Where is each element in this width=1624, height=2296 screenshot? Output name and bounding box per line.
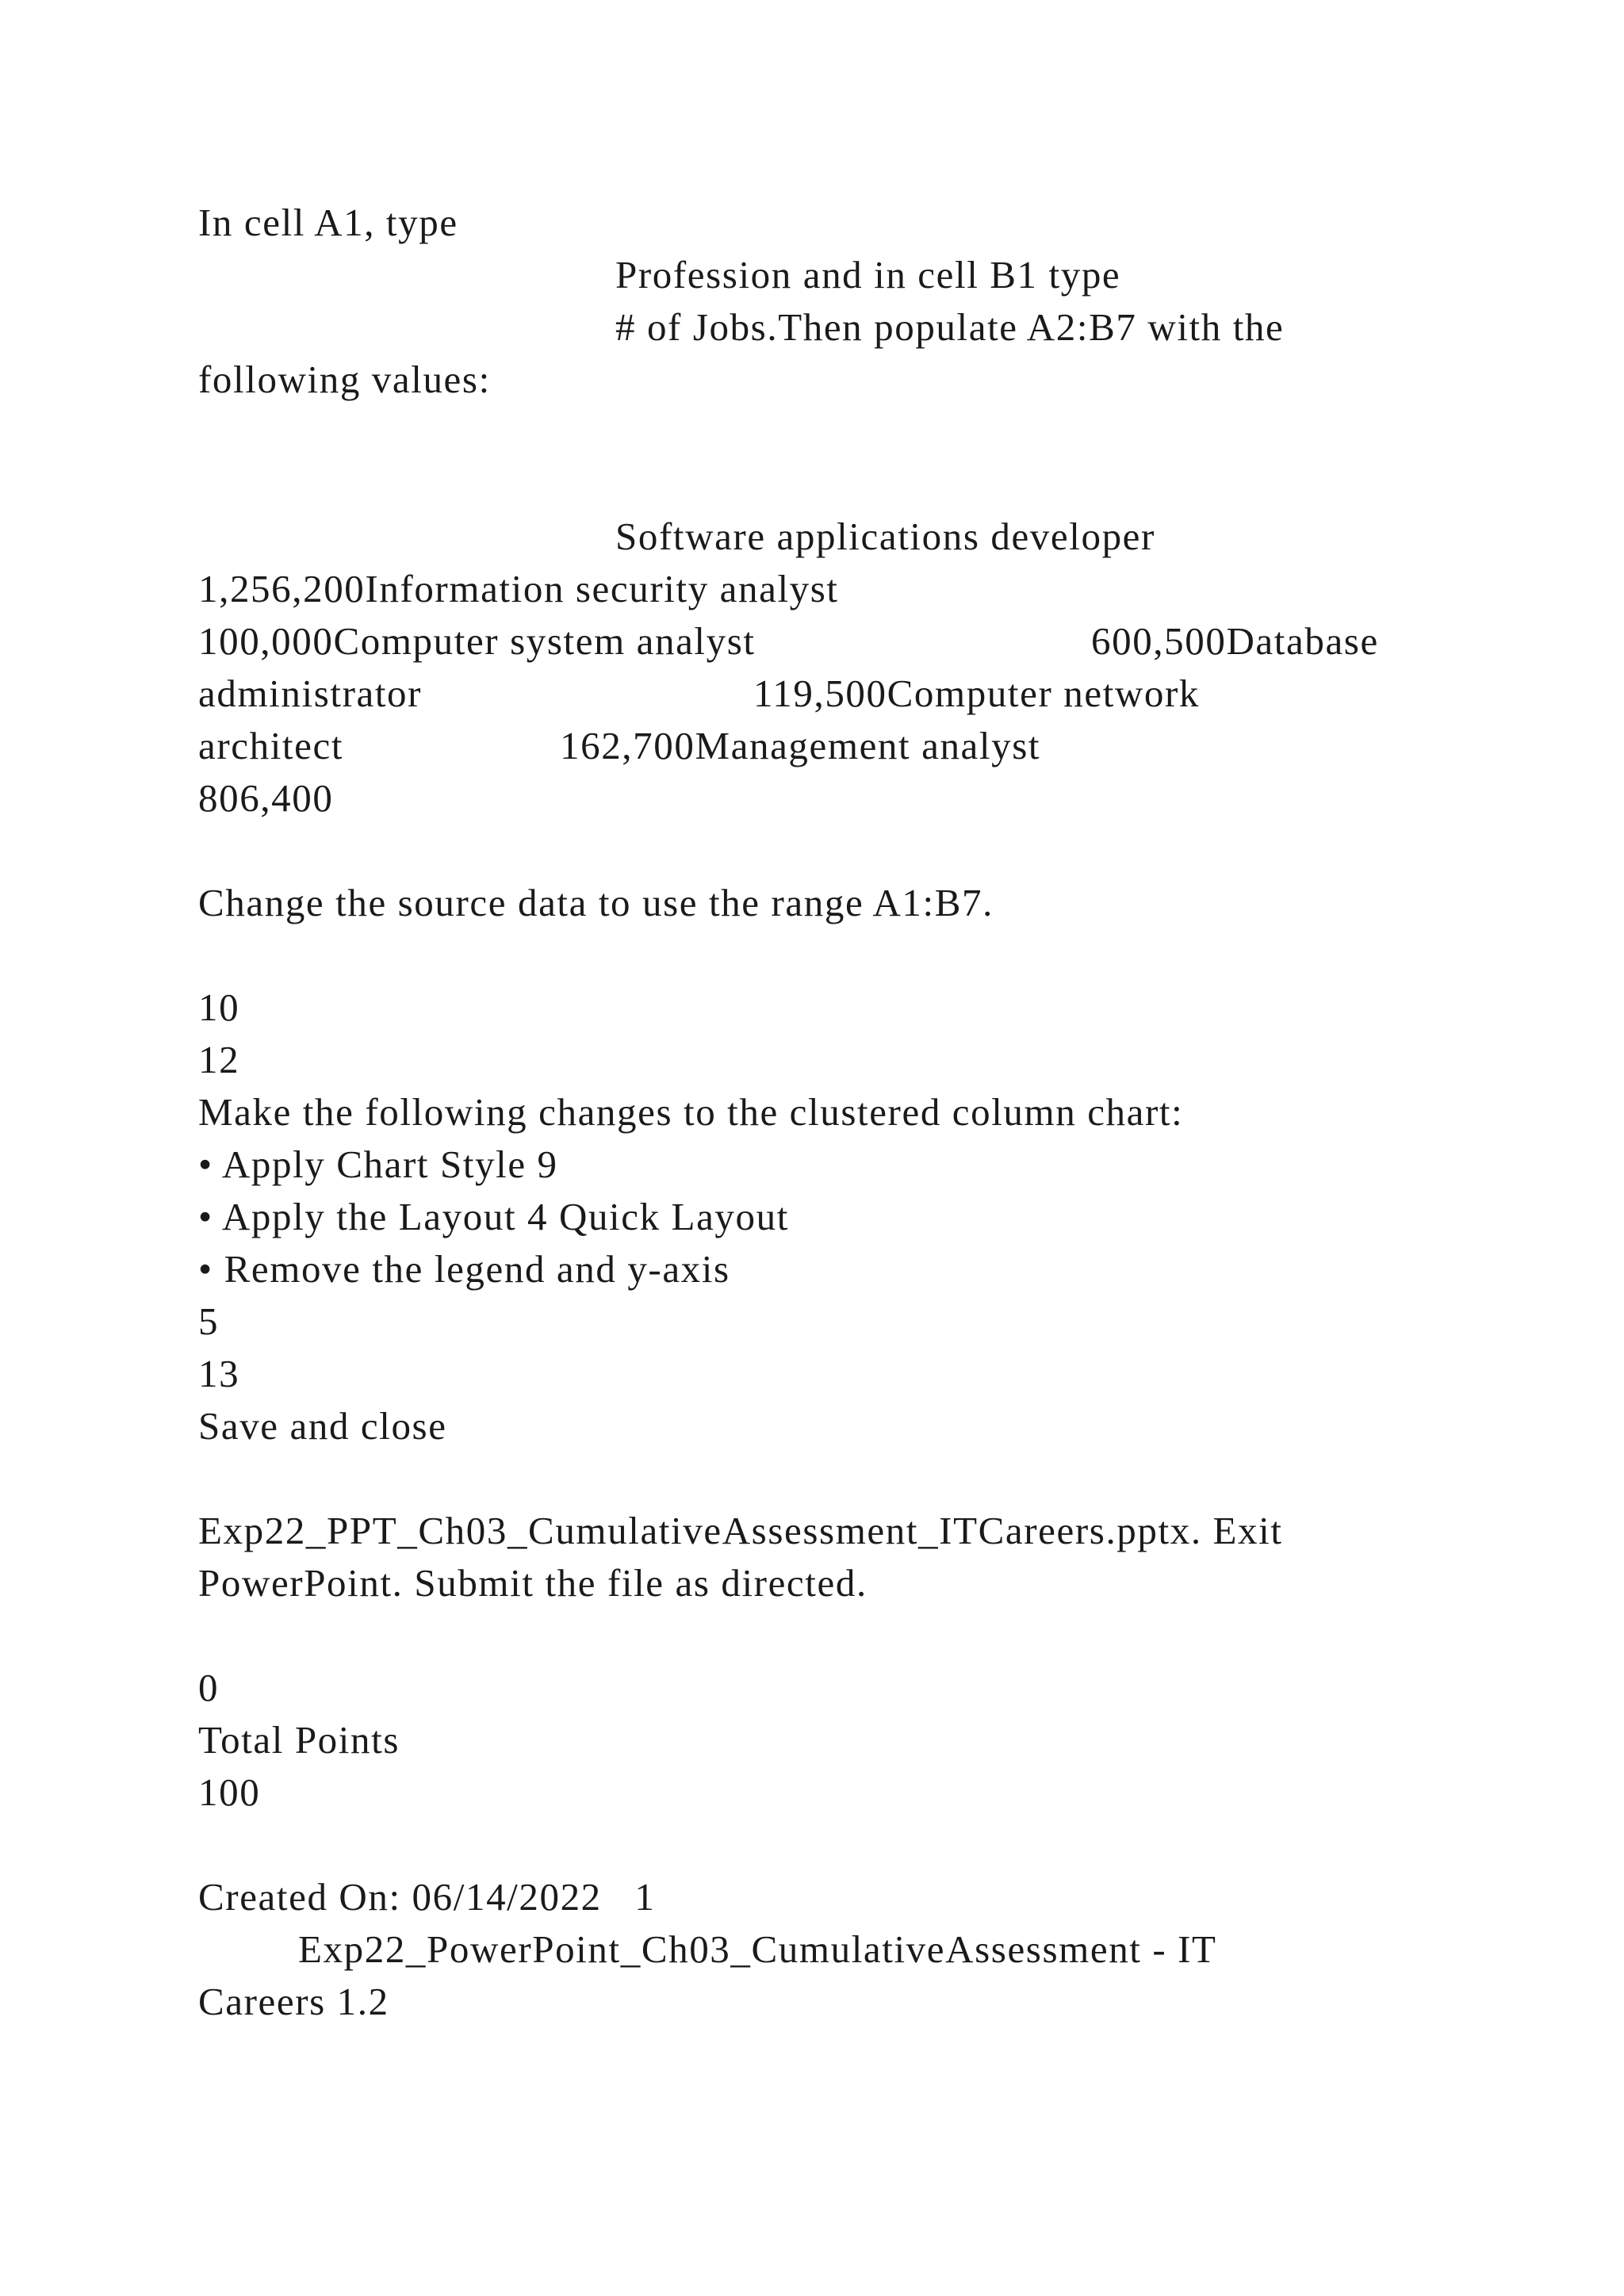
instruction-text: # of Jobs.Then populate A2:B7 with the [615, 305, 1285, 349]
bullet-item: • Apply the Layout 4 Quick Layout [198, 1195, 789, 1238]
total-points-value: 100 [198, 1770, 261, 1814]
points-value: 5 [198, 1299, 220, 1343]
instruction-text: Change the source data to use the range A1:B7. [198, 881, 994, 924]
data-value-text: 600,500Database [1091, 619, 1379, 663]
data-value-text: 806,400 [198, 776, 334, 820]
instruction-text: PowerPoint. Submit the file as directed. [198, 1561, 868, 1605]
instruction-text: following values: [198, 358, 491, 401]
points-value: 10 [198, 985, 240, 1029]
instruction-text: In cell A1, type [198, 201, 458, 244]
data-value-text: Software applications developer [615, 515, 1155, 558]
points-value: 0 [198, 1666, 220, 1709]
data-value-text: 119,500Computer network [753, 672, 1201, 715]
bullet-item: • Apply Chart Style 9 [198, 1142, 558, 1186]
data-value-text: 1,256,200Information security analyst [198, 567, 839, 610]
footer-document-title: Careers 1.2 [198, 1980, 389, 2023]
total-points-label: Total Points [198, 1718, 400, 1762]
instruction-text: Profession and in cell B1 type [615, 253, 1121, 297]
data-value-text: architect [198, 724, 344, 767]
data-value-text: administrator [198, 672, 423, 715]
instruction-text: Exp22_PPT_Ch03_CumulativeAssessment_ITCareers.pptx. Exit [198, 1509, 1283, 1552]
footer-document-title: Exp22_PowerPoint_Ch03_CumulativeAssessment - IT [298, 1927, 1217, 1971]
data-value-text: 162,700Management analyst [560, 724, 1041, 767]
instruction-text: Make the following changes to the clustered column chart: [198, 1090, 1184, 1134]
step-number: 12 [198, 1038, 240, 1081]
data-value-text: 100,000Computer system analyst [198, 619, 756, 663]
step-number: 13 [198, 1352, 240, 1395]
footer-created-on: Created On: 06/14/2022 1 [198, 1875, 656, 1919]
bullet-item: • Remove the legend and y-axis [198, 1247, 730, 1291]
instruction-text: Save and close [198, 1404, 447, 1448]
